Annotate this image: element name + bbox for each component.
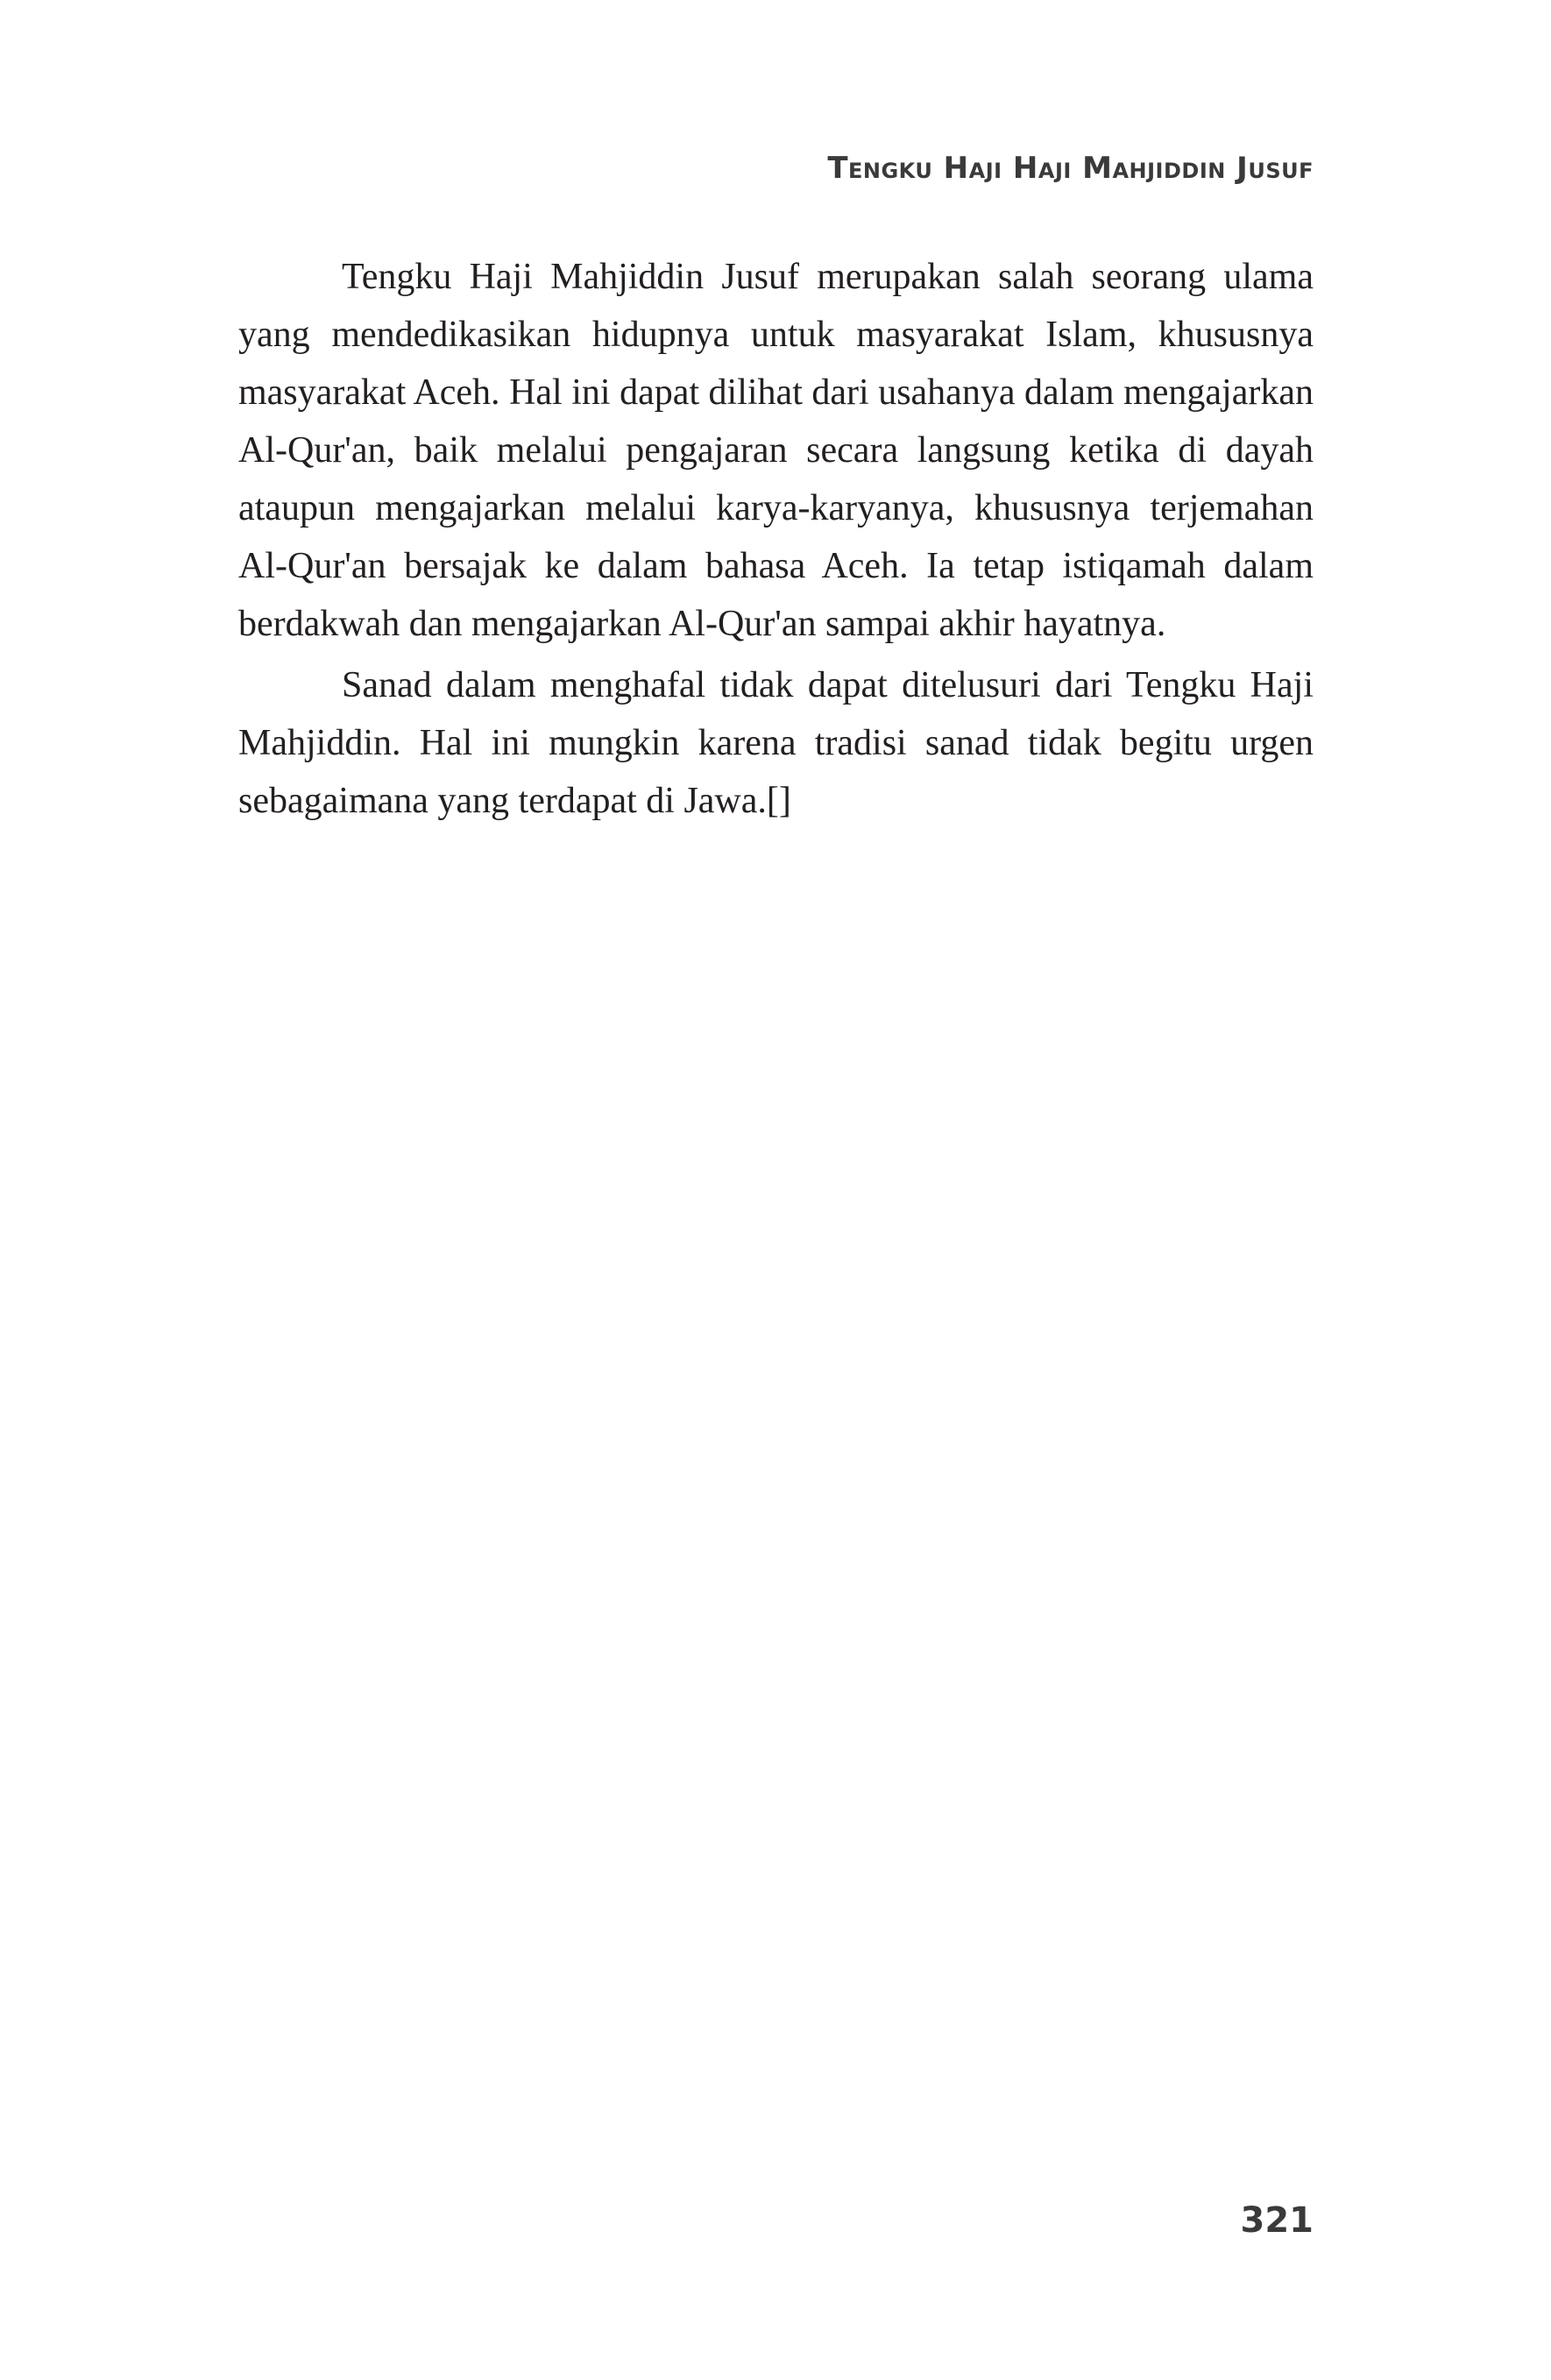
body-text <box>238 248 1314 833</box>
paragraph-2: Sanad dalam menghafal tidak dapat ditelusuri dari Tengku Haji Mahjiddin. Hal ini mungkin karena tradisi sanad tidak begitu urgen sebagaimana yang terdapat di Jawa.[] <box>238 665 1314 821</box>
page-number: 321 <box>1240 2200 1314 2241</box>
paragraph-1: Tengku Haji Mahjiddin Jusuf merupakan salah seorang ulama yang mendedikasikan hidupnya untuk masyarakat Islam, khususnya masyarakat Aceh. Hal ini dapat dilihat dari usahanya dalam mengajarkan Al-Qur'an, baik melalui pengajaran secara langsung ketika di dayah ataupun mengajarkan melalui karya-karyanya, khususnya terjemahan Al-Qur'an bersajak ke dalam bahasa Aceh. Ia tetap istiqamah dalam berdakwah dan mengajarkan Al-Qur'an sampai akhir hayatnya. <box>238 257 1314 644</box>
running-header: Tengku Haji Haji Mahjiddin Jusuf <box>827 151 1314 186</box>
